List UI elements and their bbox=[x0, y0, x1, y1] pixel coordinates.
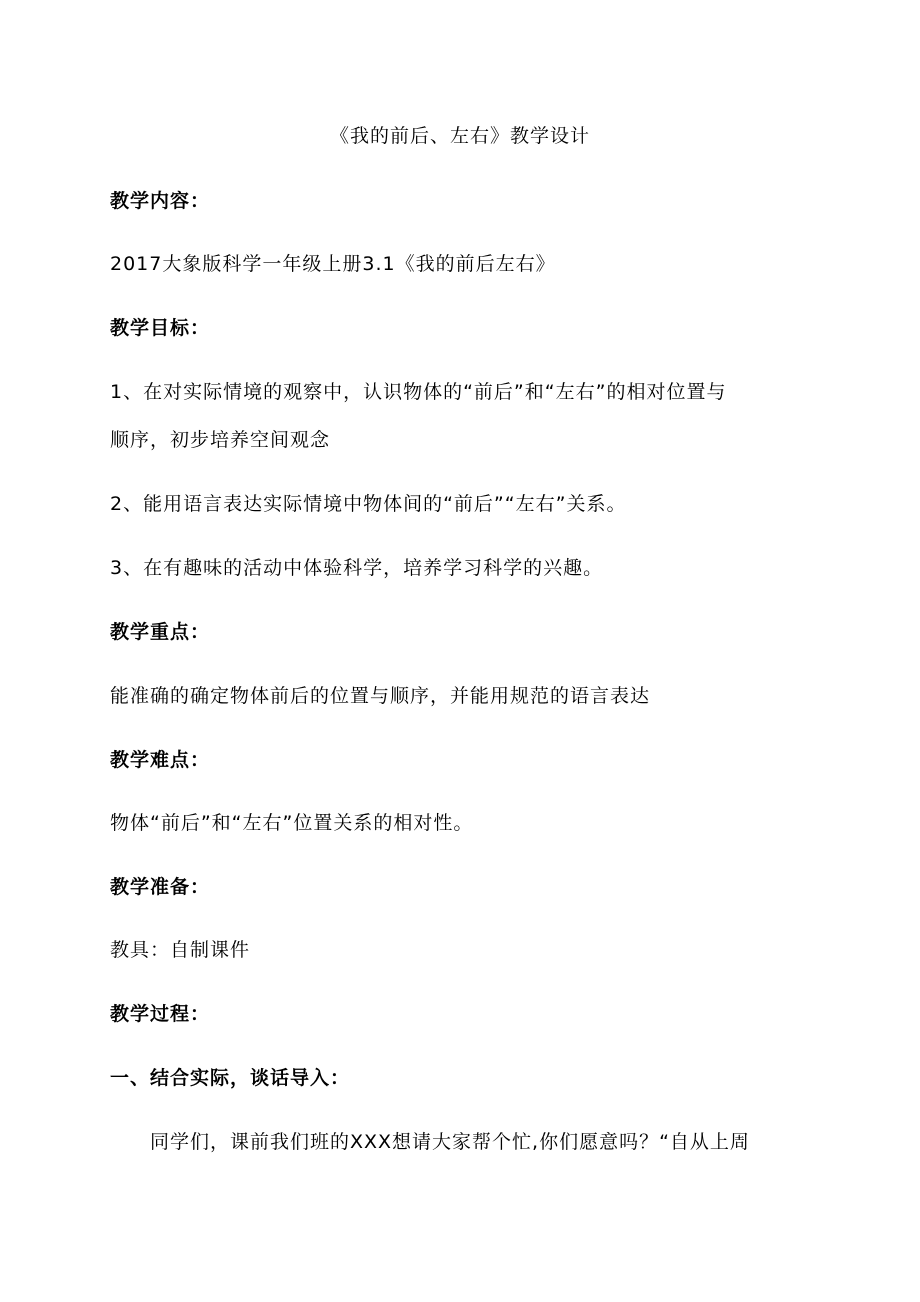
content-text: 2017大象版科学一年级上册3.1《我的前后左右》 bbox=[110, 253, 556, 275]
prep-heading: 教学准备： bbox=[110, 876, 211, 898]
goals-heading: 教学目标： bbox=[110, 317, 211, 339]
content-heading: 教学内容： bbox=[110, 190, 211, 212]
difficulty-text: 物体“前后”和“左右”位置关系的相对性。 bbox=[110, 812, 474, 834]
key-text: 能准确的确定物体前后的位置与顺序，并能用规范的语言表达 bbox=[110, 685, 651, 707]
goal-2: 2、能用语言表达实际情境中物体间的“前后”“左右”关系。 bbox=[110, 493, 627, 515]
goal-1-line-2: 顺序，初步培养空间观念 bbox=[110, 429, 331, 451]
goal-1-line-1: 1、在对实际情境的观察中，认识物体的“前后”和“左右”的相对位置与 bbox=[110, 381, 727, 403]
difficulty-heading: 教学难点： bbox=[110, 749, 211, 771]
key-heading: 教学重点： bbox=[110, 621, 211, 643]
prep-text: 教具：自制课件 bbox=[110, 939, 251, 961]
step-1-heading: 一、结合实际，谈话导入： bbox=[110, 1067, 351, 1089]
document-title: 《我的前后、左右》教学设计 bbox=[329, 125, 590, 147]
process-heading: 教学过程： bbox=[110, 1003, 211, 1025]
step-1-text: 同学们，课前我们班的XXX想请大家帮个忙,你们愿意吗？“自从上周 bbox=[150, 1131, 750, 1153]
goal-3: 3、在有趣味的活动中体验科学，培养学习科学的兴趣。 bbox=[110, 557, 604, 579]
